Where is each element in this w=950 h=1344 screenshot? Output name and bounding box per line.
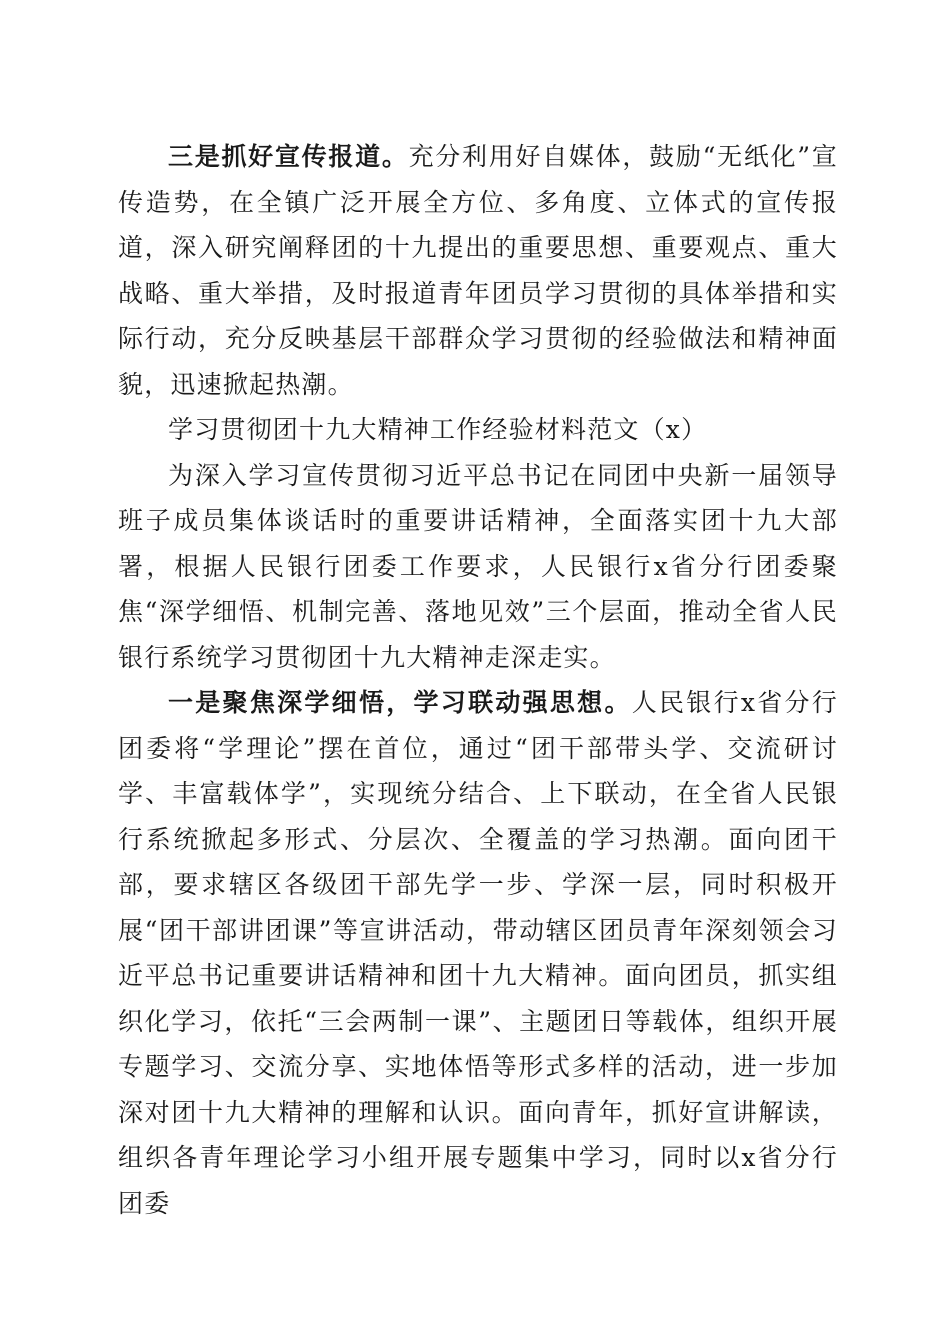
paragraph-lead: 三是抓好宣传报道。 [168, 142, 409, 171]
section-title [118, 407, 838, 453]
paragraph-study [118, 680, 838, 1226]
paragraph-text: 充分利用好自媒体，鼓励“无纸化”宣传造势，在全镇广泛开展全方位、多角度、立体式的宣传报道，深入研究阐释团的十九提出的重要思想、重要观点、重大战略、重大举措，及时报道青年团员学习贯彻的具体举措和实际行动，充分反映基层干部群众学习贯彻的经验做法和精神面貌，迅速掀起热潮。 [118, 142, 838, 399]
paragraph-lead: 一是聚焦深学细悟，学习联动强思想。 [168, 688, 632, 717]
paragraph-text: 人民银行x省分行团委将“学理论”摆在首位，通过“团干部带头学、交流研讨学、丰富载体学”，实现统分结合、上下联动，在全省人民银行系统掀起多形式、分层次、全覆盖的学习热潮。面向团干部，要求辖区各级团干部先学一步、学深一层，同时积极开展“团干部讲团课”等宣讲活动，带动辖区团员青年深刻领会习近平总书记重要讲话精神和团十九大精神。面向团员，抓实组织化学习，依托“三会两制一课”、主题团日等载体，组织开展专题学习、交流分享、实地体悟等形式多样的活动，进一步加深对团十九大精神的理解和认识。面向青年，抓好宣讲解读，组织各青年理论学习小组开展专题集中学习，同时以x省分行团委 [118, 688, 839, 1218]
document-body [118, 134, 838, 1226]
paragraph-text: 学习贯彻团十九大精神工作经验材料范文（x） [168, 415, 708, 444]
paragraph-publicity [118, 134, 838, 407]
paragraph-text: 为深入学习宣传贯彻习近平总书记在同团中央新一届领导班子成员集体谈话时的重要讲话精神，全面落实团十九大部署，根据人民银行团委工作要求，人民银行x省分行团委聚焦“深学细悟、机制完善、落地见效”三个层面，推动全省人民银行系统学习贯彻团十九大精神走深走实。 [118, 460, 838, 672]
paragraph-intro [118, 453, 838, 681]
